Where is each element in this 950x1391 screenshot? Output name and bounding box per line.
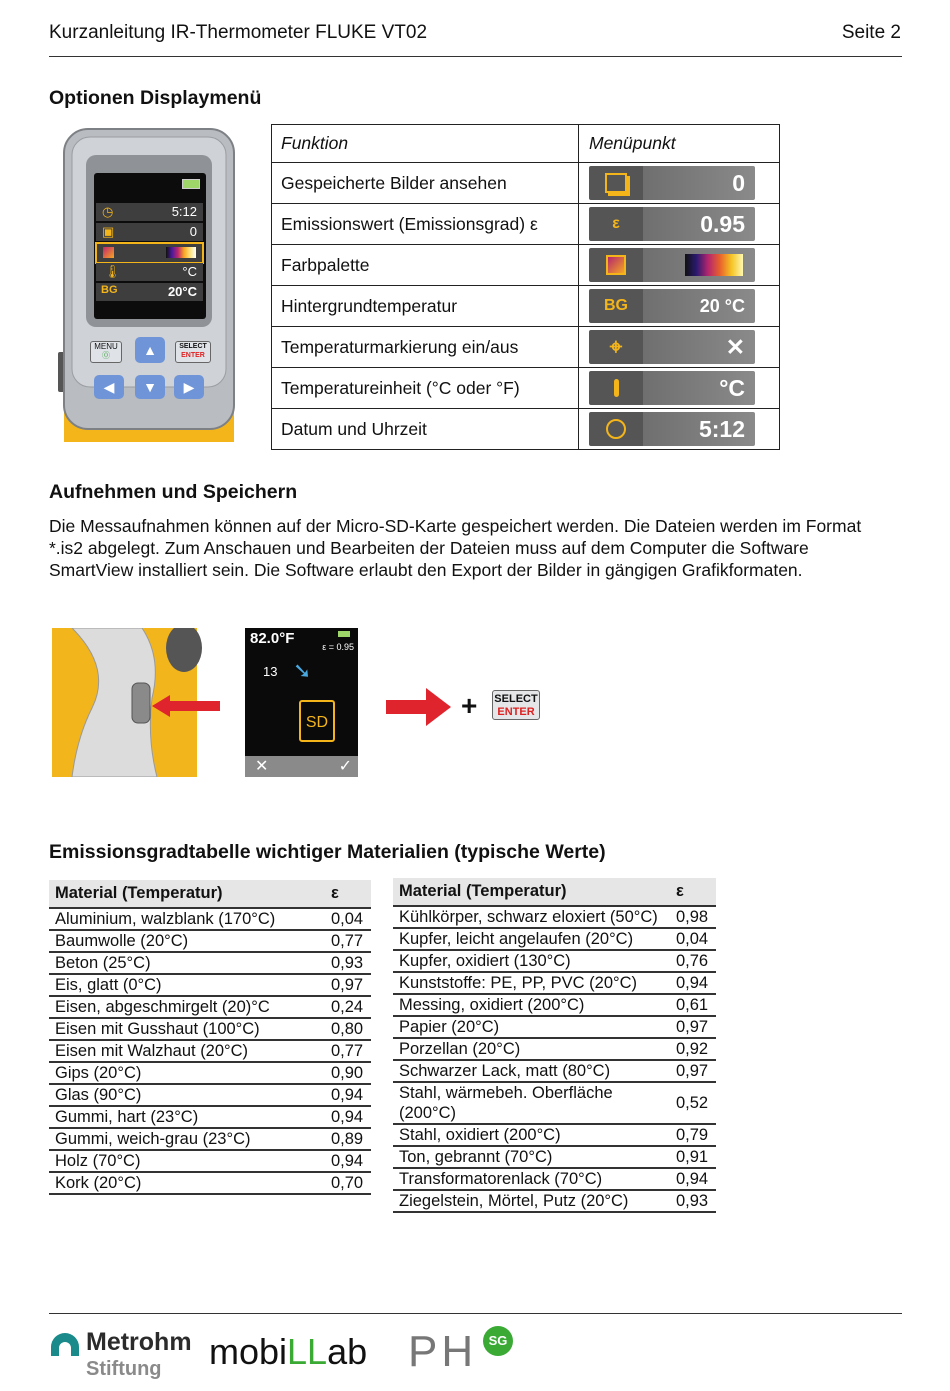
material-cell: Glas (90°C) — [49, 1084, 325, 1106]
section-heading-emissivity: Emissionsgradtabelle wichtiger Materialien (typische Werte) — [49, 841, 606, 863]
table-row — [49, 1018, 371, 1040]
device-row-bg: BG 20°C — [96, 283, 203, 301]
stiftung-text: Stiftung — [86, 1358, 162, 1380]
thermometer-icon — [589, 371, 643, 405]
material-cell: Holz (70°C) — [49, 1150, 325, 1172]
table-row — [49, 1150, 371, 1172]
table-row — [49, 1062, 371, 1084]
emissivity-cell: 0,97 — [670, 1016, 716, 1038]
material-cell: Kupfer, leicht angelaufen (20°C) — [393, 928, 670, 950]
material-cell: Porzellan (20°C) — [393, 1038, 670, 1060]
table-row — [49, 1172, 371, 1194]
emissivity-cell: 0,76 — [670, 950, 716, 972]
emissivity-cell: 0,61 — [670, 994, 716, 1016]
capture-paragraph: Die Messaufnahmen können auf der Micro-SD-Karte gespeichert werden. Die Dateien werden im Format *.is2 abgelegt. Zum Anschauen und Bearbeiten der Dateien muss auf dem Computer die Software SmartView installiert sein. Die Software erlaubt den Export der Bilder in gängigen Grafikformaten. — [49, 516, 862, 580]
material-cell: Ton, gebrannt (70°C) — [393, 1146, 670, 1168]
hand-illustration — [52, 628, 222, 777]
table-row — [49, 908, 371, 930]
clock-icon: ◷ — [102, 204, 114, 219]
device-left-button: ◀ — [94, 375, 124, 399]
emissivity-cell: 0,91 — [670, 1146, 716, 1168]
table-row — [49, 1040, 371, 1062]
device-illustration — [58, 127, 240, 442]
emissivity-cell: 0,94 — [670, 972, 716, 994]
table-header: Material (Temperatur) ε — [393, 878, 716, 906]
material-cell: Schwarzer Lack, matt (80°C) — [393, 1060, 670, 1082]
emissivity-table-left — [49, 880, 371, 1195]
table-row: Emissionswert (Emissionsgrad) ε ε 0.95 — [272, 204, 780, 245]
emissivity-cell: 0,92 — [670, 1038, 716, 1060]
menu-options-table — [271, 124, 780, 450]
menu-item-bg-temp: BG 20 °C — [589, 289, 755, 323]
emissivity-cell: 0,70 — [325, 1172, 371, 1194]
device-right-button: ▶ — [174, 375, 204, 399]
save-screen: 82.0°F ε = 0.95 13 ➘ SD ✕ ✓ — [245, 628, 358, 777]
palette-icon — [103, 247, 114, 258]
section-heading-display-menu: Optionen Displaymenü — [49, 87, 262, 109]
metrohm-logo-text: Metrohm — [86, 1328, 192, 1356]
table-header: Material (Temperatur) ε — [49, 880, 371, 908]
table-row — [49, 974, 371, 996]
plus-sign: + — [461, 690, 478, 721]
material-cell: Gips (20°C) — [49, 1062, 325, 1084]
material-cell: Messing, oxidiert (200°C) — [393, 994, 670, 1016]
device-menu-button: MENU ⓪ — [90, 341, 122, 363]
red-arrow-left-icon — [152, 695, 220, 717]
table-row — [49, 1106, 371, 1128]
screen-footer — [245, 756, 358, 777]
col-menu-item: Menüpunkt — [579, 125, 780, 163]
table-row — [393, 1016, 716, 1038]
material-cell: Ziegelstein, Mörtel, Putz (20°C) — [393, 1190, 670, 1212]
ph-logo: PH — [408, 1327, 478, 1376]
palette-icon — [589, 248, 643, 282]
emissivity-cell: 0,24 — [325, 996, 371, 1018]
table-row — [49, 952, 371, 974]
table-row — [393, 906, 716, 928]
material-cell: Kühlkörper, schwarz eloxiert (50°C) — [393, 906, 670, 928]
red-arrow-right-icon — [386, 688, 451, 726]
emissivity-cell: 0,77 — [325, 930, 371, 952]
bg-icon: BG — [604, 297, 628, 314]
material-cell: Gummi, weich-grau (23°C) — [49, 1128, 325, 1150]
sg-badge: SG — [483, 1326, 513, 1356]
emissivity-cell: 0,97 — [325, 974, 371, 996]
material-cell: Eisen mit Gusshaut (100°C) — [49, 1018, 325, 1040]
image-stack-icon: ▣ — [102, 224, 115, 239]
page-number: Seite 2 — [841, 22, 901, 43]
table-row — [393, 1190, 716, 1212]
emissivity-cell: 0,79 — [670, 1124, 716, 1146]
emissivity-cell: 0,93 — [670, 1190, 716, 1212]
menu-item-palette — [589, 248, 755, 282]
menu-item-datetime: 5:12 — [589, 412, 755, 446]
device-row-unit: 🌡 °C — [96, 263, 203, 281]
table-row — [393, 1038, 716, 1060]
table-row: Gespeicherte Bilder ansehen 0 — [272, 163, 780, 204]
table-row — [393, 928, 716, 950]
material-cell: Kupfer, oxidiert (130°C) — [393, 950, 670, 972]
table-row — [393, 1060, 716, 1082]
battery-icon — [338, 631, 350, 637]
material-cell: Eisen, abgeschmirgelt (20)°C — [49, 996, 325, 1018]
device-row-images: ▣ 0 — [96, 223, 203, 241]
emissivity-cell: 0,89 — [325, 1128, 371, 1150]
emissivity-cell: 0,52 — [670, 1082, 716, 1124]
header-rule — [49, 56, 902, 57]
table-row — [393, 950, 716, 972]
emissivity-cell: 0,04 — [670, 928, 716, 950]
table-row — [393, 1168, 716, 1190]
material-cell: Kork (20°C) — [49, 1172, 325, 1194]
emissivity-cell: 0,98 — [670, 906, 716, 928]
select-enter-button: SELECT ENTER — [492, 690, 540, 720]
material-cell: Papier (20°C) — [393, 1016, 670, 1038]
thermometer-icon: 🌡 — [104, 264, 121, 279]
material-cell: Eisen mit Walzhaut (20°C) — [49, 1040, 325, 1062]
device-up-button: ▲ — [135, 337, 165, 363]
table-row: Hintergrundtemperatur BG 20 °C — [272, 286, 780, 327]
sd-card-icon: SD — [299, 700, 335, 742]
table-row — [393, 1146, 716, 1168]
clock-icon — [589, 412, 643, 446]
material-cell: Eis, glatt (0°C) — [49, 974, 325, 996]
material-cell: Baumwolle (20°C) — [49, 930, 325, 952]
table-row: Temperaturmarkierung ein/aus ⌖ ✕ — [272, 327, 780, 368]
table-row — [393, 1124, 716, 1146]
device-down-button: ▼ — [135, 375, 165, 399]
emissivity-cell: 0,94 — [325, 1084, 371, 1106]
table-row — [393, 972, 716, 994]
menu-table-header — [272, 125, 780, 163]
emissivity-cell: 0,94 — [325, 1150, 371, 1172]
table-row: Temperatureinheit (°C oder °F) °C — [272, 368, 780, 409]
epsilon-icon: ε — [612, 215, 620, 232]
check-icon: ✓ — [338, 758, 352, 775]
material-cell: Transformatorenlack (70°C) — [393, 1168, 670, 1190]
device-select-button: SELECT ENTER — [175, 341, 211, 363]
table-row — [49, 996, 371, 1018]
curved-arrow-icon: ➘ — [293, 658, 312, 683]
material-cell: Kunststoffe: PE, PP, PVC (20°C) — [393, 972, 670, 994]
table-row — [49, 1128, 371, 1150]
material-cell: Stahl, oxidiert (200°C) — [393, 1124, 670, 1146]
document-title: Kurzanleitung IR-Thermometer FLUKE VT02 — [49, 22, 428, 43]
device-row-time: ◷ 5:12 — [96, 203, 203, 221]
material-cell: Aluminium, walzblank (170°C) — [49, 908, 325, 930]
menu-item-unit: °C — [589, 371, 755, 405]
crosshair-icon: ⌖ — [609, 334, 623, 359]
menu-item-marker: ⌖ ✕ — [589, 330, 755, 364]
section-heading-capture: Aufnehmen und Speichern — [49, 481, 298, 503]
device-row-palette-selected — [95, 242, 204, 264]
emissivity-cell: 0,97 — [670, 1060, 716, 1082]
emissivity-cell: 0,93 — [325, 952, 371, 974]
table-row — [49, 1084, 371, 1106]
emissivity-cell: 0,90 — [325, 1062, 371, 1084]
menu-item-images: 0 — [589, 166, 755, 200]
material-cell: Beton (25°C) — [49, 952, 325, 974]
footer-rule — [49, 1313, 902, 1314]
emissivity-cell: 0,94 — [325, 1106, 371, 1128]
table-row — [49, 930, 371, 952]
emissivity-cell: 0,77 — [325, 1040, 371, 1062]
table-row — [393, 994, 716, 1016]
emissivity-cell: 0,94 — [670, 1168, 716, 1190]
menu-item-emissivity: ε 0.95 — [589, 207, 755, 241]
table-row: Datum und Uhrzeit 5:12 — [272, 409, 780, 450]
emissivity-table-right — [393, 878, 716, 1213]
material-cell: Gummi, hart (23°C) — [49, 1106, 325, 1128]
palette-gradient — [685, 254, 743, 276]
battery-icon — [182, 179, 200, 189]
mobillab-logo: mobiLLab — [209, 1331, 368, 1372]
emissivity-cell: 0,04 — [325, 908, 371, 930]
image-stack-icon — [589, 166, 643, 200]
metrohm-logo-icon — [49, 1330, 81, 1358]
table-row: Farbpalette — [272, 245, 780, 286]
table-row — [393, 1082, 716, 1124]
col-function: Funktion — [272, 125, 579, 163]
palette-gradient — [166, 247, 196, 258]
material-cell: Stahl, wärmebeh. Oberfläche (200°C) — [393, 1082, 670, 1124]
emissivity-cell: 0,80 — [325, 1018, 371, 1040]
cancel-icon: ✕ — [255, 758, 269, 775]
